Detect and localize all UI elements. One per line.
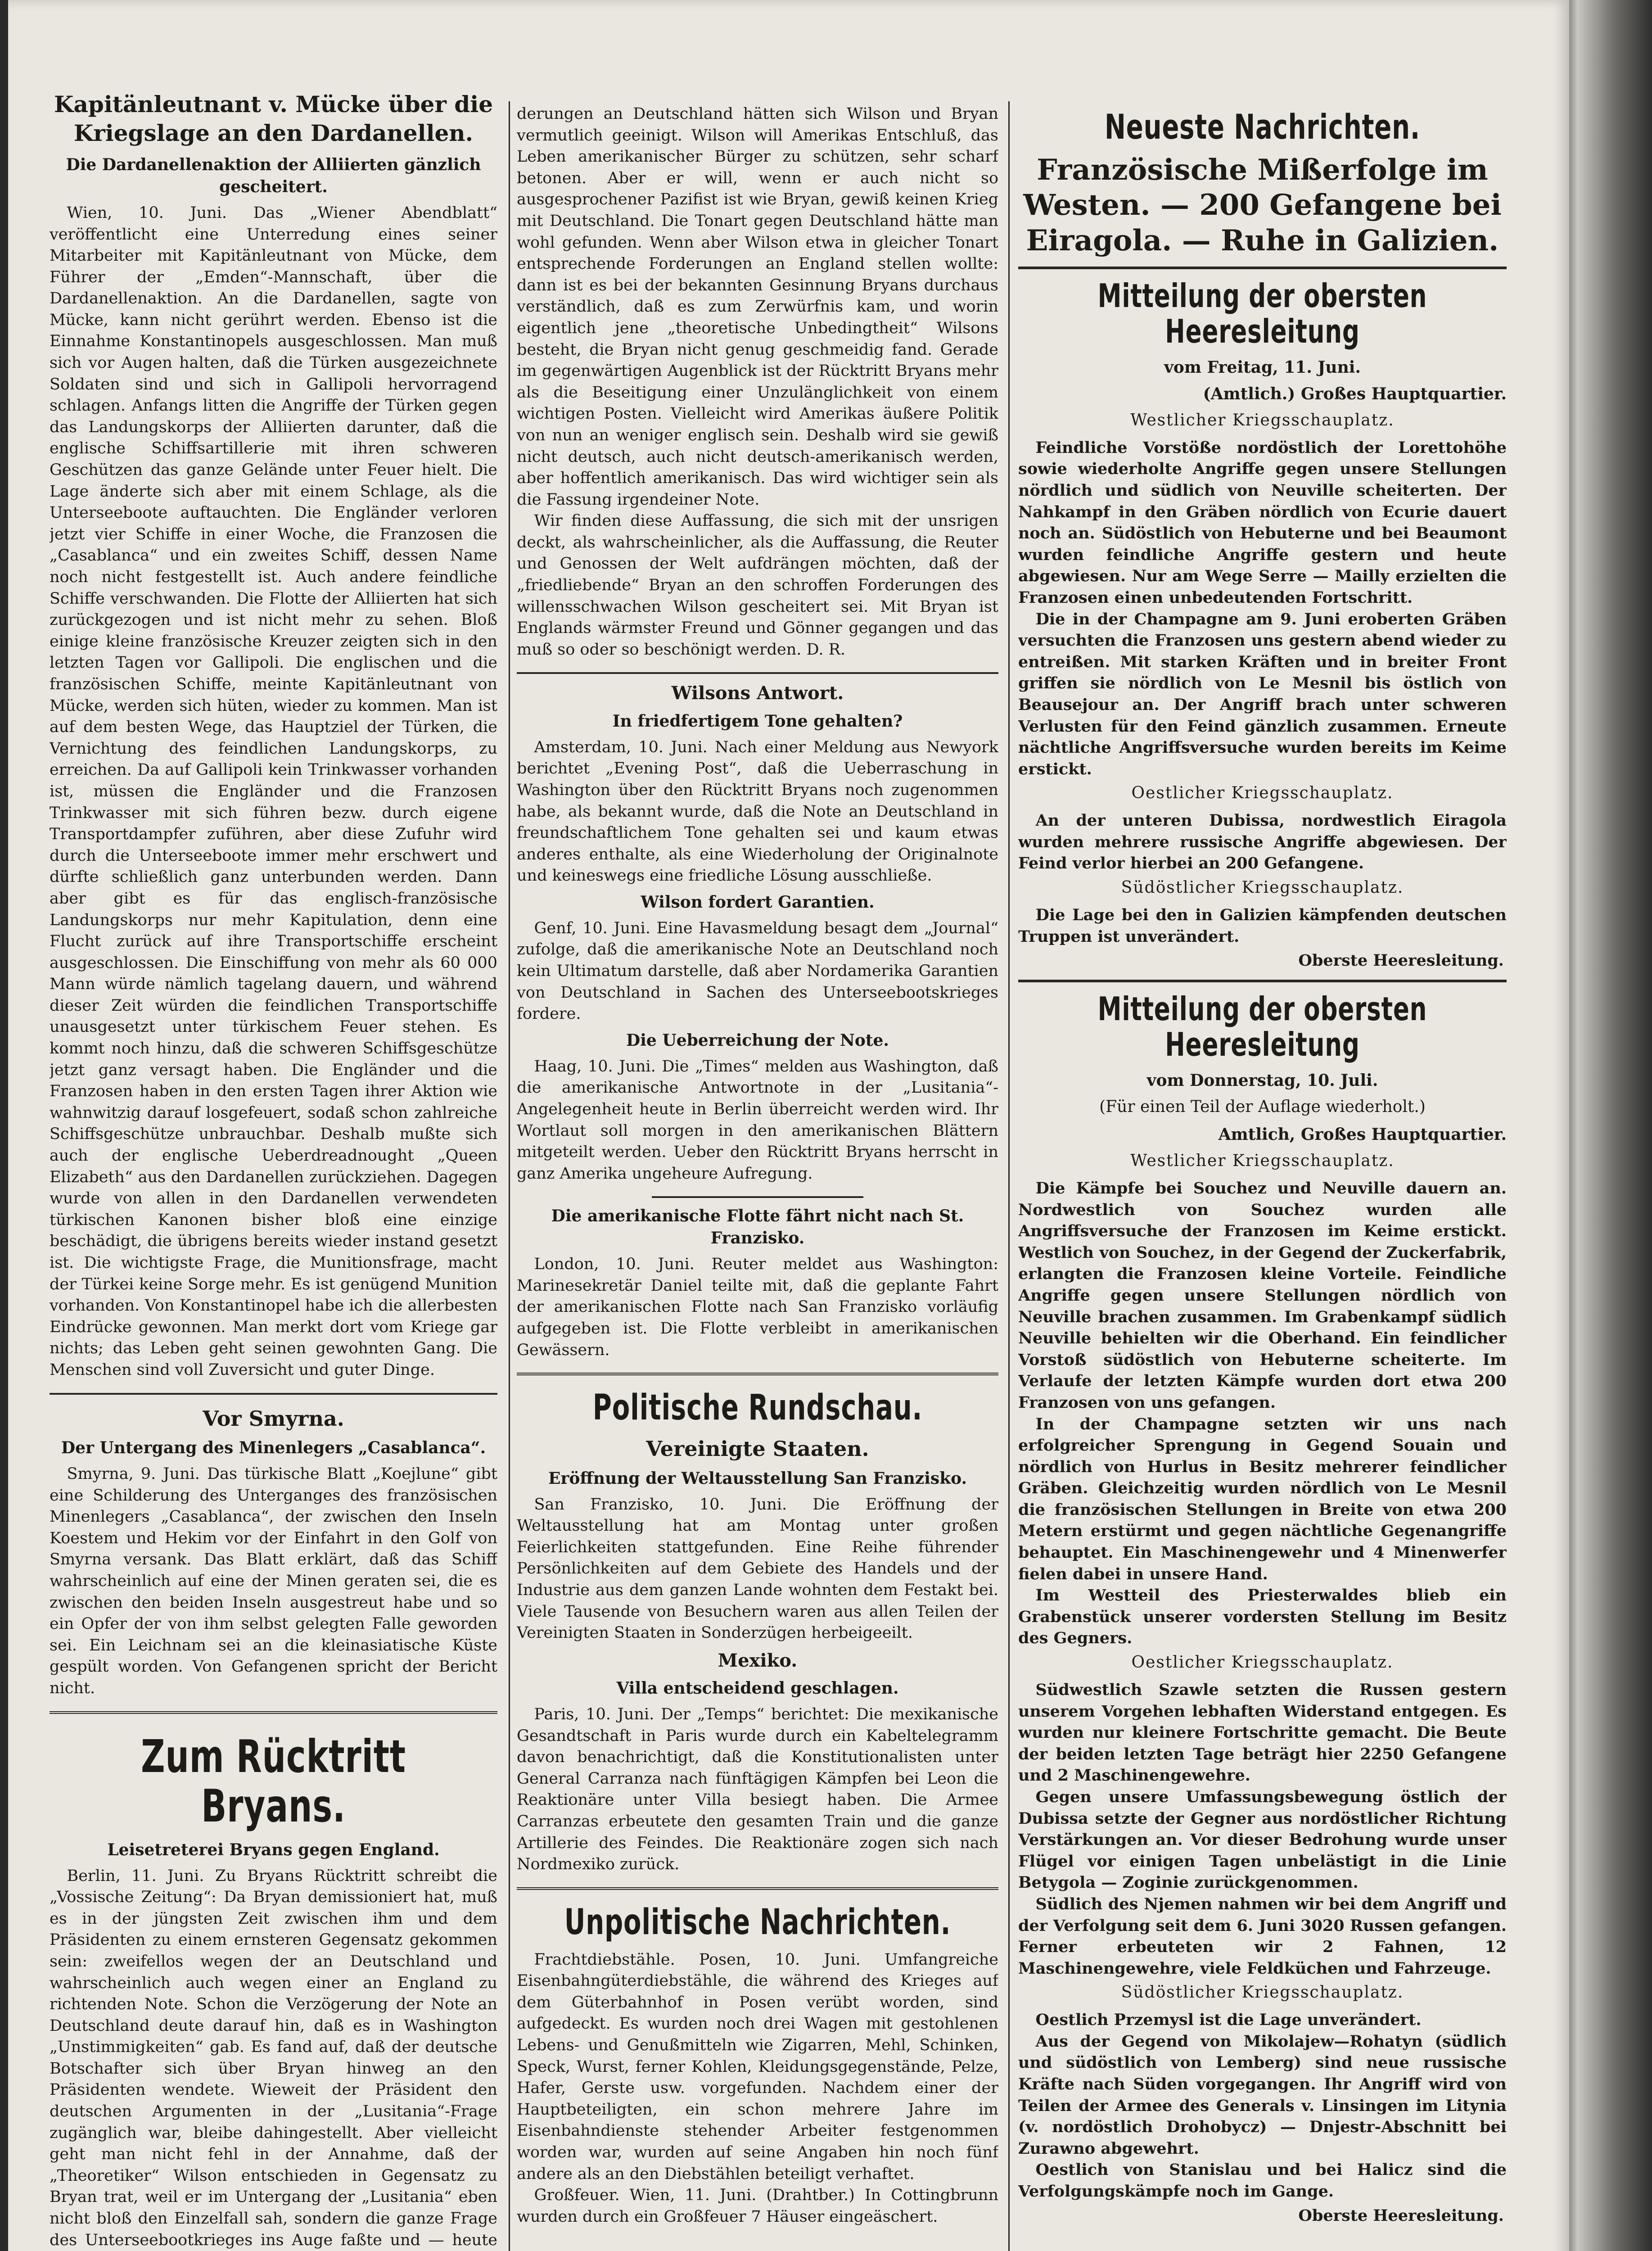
column-3	[1018, 104, 1507, 2251]
report-ost-2: Südwestlich Szawle setzten die Russen gestern unserem Vorgehen lebhaften Widerstand entgegen. Es wurden nur kleinere Fortschritte gemacht. Die Beute der beiden letzten Tage beträgt hier 2250 Gefangene und 2 Maschinengewehre.	[1018, 1681, 1507, 1785]
report-sued-1: Die Lage bei den in Galizien kämpfenden deutschen Truppen ist unverändert.	[1018, 906, 1507, 946]
mitteilung-2-note: (Für einen Teil der Auflage wiederholt.)	[1099, 1098, 1426, 1116]
heading-rundschau: Politische Rundschau.	[592, 1388, 923, 1428]
subheading-neueste: Französische Mißerfolge im Westen. — 200 Gefangene bei Eiragola. — Ruhe in Galizien.	[1023, 153, 1502, 258]
heading-unpolitische: Unpolitische Nachrichten.	[564, 1902, 951, 1943]
article-body-smyrna: Smyrna, 9. Juni. Das türkische Blatt „Koejlune“ gibt eine Schilderung des Unterganges des französischen Minenlegers „Casablanca“, der zwischen den Inseln Koestem und Hekim vor der Einfahrt in den Golf von Smyrna versank. Das Blatt erklärt, daß das Schiff wahrscheinlich auf eine der Minen geraten sei, die es zwischen den beiden Inseln ausgestreut habe und so ein Opfer der von ihm selbst gelegten Falle geworden sei. Ein Leichnam sei an die kleinasiatische Küste gespült worden. Von Gefangenen spricht der Bericht nicht.	[50, 1465, 497, 1697]
heading-flotte: Die amerikanische Flotte fährt nicht nach St. Franzisko.	[551, 1207, 964, 1248]
heading-bryan: Zum Rücktritt Bryans.	[141, 1730, 406, 1832]
suedoestlicher-kriegsschauplatz-1: Südöstlicher Kriegsschauplatz.	[1121, 878, 1404, 897]
subheading-weltausstellung: Eröffnung der Weltausstellung San Franzisko.	[548, 1469, 967, 1488]
heading-vereinigte-staaten: Vereinigte Staaten.	[646, 1437, 869, 1461]
article-body-frachtdiebstaehle: Frachtdiebstähle. Posen, 10. Juni. Umfangreiche Eisenbahngüterdiebstähle, die während des Krieges auf dem Güterbahnhof in Posen verübt worden, sind aufgedeckt. Es wurden noch drei Wagen mit gestohlenen Lebens- und Genußmitteln wie Zigarren, Mehl, Schinken, Speck, Wurst, ferner Kohlen, Kleidungsgegenstände, Pelze, Hafer, Gerste usw. vorgefunden. Nachdem einer der Hauptbeteiligten, ein schon mehrere Jahre im Eisenbahndienste stehender Arbeiter festgenommen worden war, wurden auf seine Angaben hin noch fünf andere als an den Diebstählen beteiligt verhaftet.	[517, 1950, 998, 2183]
section-divider	[652, 1196, 863, 1198]
section-divider	[1018, 267, 1507, 269]
oestlicher-kriegsschauplatz-1: Oestlicher Kriegsschauplatz.	[1131, 784, 1394, 803]
article-body-garantien: Genf, 10. Juni. Eine Havasmeldung besagt dem „Journal“ zufolge, daß die amerikanische Note an Deutschland noch kein Ultimatum darstelle, daß aber Nordamerika Garantien von Deutschland in Sachen des Unterseebootskrieges fordere.	[517, 919, 998, 1023]
article-title-muecke: Kapitänleutnant v. Mücke über die Kriegslage an den Dardanellen.	[54, 91, 493, 146]
article-body-grossfeuer: Großfeuer. Wien, 11. Juni. (Drahtber.) In Cottingbrunn wurden durch ein Großfeuer 7 Häuser eingeäschert.	[517, 2186, 998, 2226]
subheading-bryan: Leisetreterei Bryans gegen England.	[107, 1840, 440, 1859]
heading-wilson: Wilsons Antwort.	[671, 683, 844, 704]
section-divider	[517, 1887, 998, 1890]
heading-neueste: Neueste Nachrichten.	[1104, 107, 1421, 147]
heading-garantien: Wilson fordert Garantien.	[641, 892, 875, 912]
report-ost-2c: Südlich des Njemen nahmen wir bei dem Angriff und der Verfolgung seit dem 6. Juni 3020 Russen gefangen. Ferner erbeuteten wir 2 Fahnen, 12 Maschinengewehre, viele Feldküchen und Fahrzeuge.	[1018, 1894, 1507, 1978]
section-divider	[50, 1711, 497, 1714]
subheading-wilson: In friedfertigem Tone gehalten?	[612, 711, 903, 731]
heading-mexiko: Mexiko.	[718, 1650, 798, 1671]
heading-ueberreichung: Die Ueberreichung der Note.	[626, 1031, 889, 1050]
report-west-2b: In der Champagne setzten wir uns nach erfolgreicher Sprengung in Gegend Souain und nördlich von Hurlus in Besitz mehrerer feindlicher Gräben. Gleichzeitig wurden nördlich von Le Mesnil die französischen Stellungen in Breite von etwa 200 Metern erstürmt und gegen nächtliche Gegenangriffe behauptet. Ein Maschinengewehr und 4 Minenwerfer fielen dabei in unsere Hand.	[1018, 1415, 1507, 1583]
report-ost-1: An der unteren Dubissa, nordwestlich Eiragola wurden mehrere russische Angriffe abgewiesen. Der Feind verlor hierbei an 200 Gefangene.	[1018, 811, 1507, 873]
suedoestlicher-kriegsschauplatz-2: Südöstlicher Kriegsschauplatz.	[1121, 1983, 1404, 2002]
column-1	[50, 90, 497, 2251]
section-divider	[517, 1373, 998, 1375]
article-body-bryan: Berlin, 11. Juni. Zu Bryans Rücktritt schreibt die „Vossische Zeitung“: Da Bryan demissioniert hat, muß es in der jüngsten Zeit zwischen ihm und dem Präsidenten zu einem ernsteren Gegensatz gekommen sein: zweifellos wegen der an Deutschland und wahrscheinlich auch wegen einer an England zu richtenden Note. Schon die Verzögerung der Note an Deutschland deute darauf hin, daß es in Washington „Unstimmigkeiten“ gab. Es fand auf, daß der deutsche Botschafter sich über Bryan hinweg an den Präsidenten wendete. Wieweit der Präsident den deutschen Argumenten in der „Lusitania“-Frage zugänglich war, bleibe dahingestellt. Aber vielleicht geht man nicht fehl in der Annahme, daß der „Theoretiker“ Wilson entschieden in Gegensatz zu Bryan trat, weil er im Untergang der „Lusitania“ eben nicht bloß den Einzelfall sah, sondern die ganze Frage des Unterseebootkrieges ins Auge faßte und — heute	[50, 1867, 497, 2249]
article-body-weltausstellung: San Franzisko, 10. Juni. Die Eröffnung der Weltausstellung hat am Montag unter großen Feierlichkeiten stattgefunden. Eine Reihe führender Persönlichkeiten auf dem Gebiete des Handels und der Industrie aus dem ganzen Lande wohnten dem Festakt bei. Viele Tausende von Besuchern waren aus allen Teilen der Vereinigten Staaten in Sonderzügen herbeigeeilt.	[517, 1495, 998, 1642]
article-body-flotte: London, 10. Juni. Reuter meldet aus Washington: Marinesekretär Daniel teilte mit, daß die geplante Fahrt der amerikanischen Flotte nach San Franzisko vorläufig aufgegeben ist. Die Flotte verbleibt in amerikanischen Gewässern.	[517, 1255, 998, 1359]
report-west-1: Feindliche Vorstöße nordöstlich der Lorettohöhe sowie wiederholte Angriffe gegen unsere Stellungen nördlich und südlich von Neuville scheiterten. Der Nahkampf in den Gräben nördlich von Ecurie dauert noch an. Südöstlich von Hebuterne und bei Beaumont wurden feindliche Angriffe gestern und heute abgewiesen. Nur am Wege Serre — Mailly erzielten die Franzosen einen unbedeutenden Fortschritt.	[1018, 438, 1507, 607]
westlicher-kriegsschauplatz-1: Westlicher Kriegsschauplatz.	[1130, 411, 1395, 429]
mitteilung-1-date: vom Freitag, 11. Juni.	[1164, 357, 1361, 377]
section-divider	[1018, 980, 1507, 982]
article-body-bryan-cont: derungen an Deutschland hätten sich Wilson und Bryan vermutlich geeinigt. Wilson will Amerikas Entschluß, das Leben amerikanischer Bürger zu schützen, sehr scharf betonen. Aber er will, wenn er auch nicht so ausgesprochener Pazifist ist wie Bryan, gewiß keinen Krieg mit Deutschland. Die Tonart gegen Deutschland hätte man wohl gefunden. Wenn aber Wilson etwa in gleicher Tonart entsprechende Forderungen an England stellen wollte: dann ist es bei der bekannten Gesinnung Bryans durchaus verständlich, daß es zum Zerwürfnis kam, und worin eigentlich jene „theoretische Unbedingtheit“ Wilsons besteht, die Bryan nicht genug geschmeidig fand. Gerade im gegenwärtigen Augenblick ist der Rücktritt Bryans mehr als die Beseitigung einer Unzulänglichkeit von einem wichtigen Posten. Vielleicht wird Amerikas äußere Politik von nun an weniger englisch sein. Deshalb wird sie gewiß nicht deutsch, auch nicht deutsch-amerikanisch werden, aber hoffentlich amerikanisch. Das wird wichtiger sein als die Fassung irgendeiner Note.	[517, 105, 998, 509]
column-rule-1	[509, 101, 510, 2251]
heading-smyrna: Vor Smyrna.	[203, 1406, 344, 1431]
article-subtitle-muecke: Die Dardanellenaktion der Alliierten gänzlich gescheitert.	[66, 155, 481, 196]
mitteilung-1-place: (Amtlich.) Großes Hauptquartier.	[1203, 384, 1507, 403]
section-divider	[50, 1393, 497, 1395]
heading-mitteilung-2: Mitteilung der obersten Heeresleitung	[1097, 990, 1427, 1063]
section-divider	[517, 672, 998, 674]
article-body-mexiko: Paris, 10. Juni. Der „Temps“ berichtet: Die mexikanische Gesandtschaft in Paris wurde durch ein Kabeltelegramm davon benachrichtigt, daß die Konstitutionalisten unter General Carranza nach fünftägigen Kämpfen bei Leon die Reaktionäre unter Villa besiegt haben. Die Armee Carranzas erbeutete den gesamten Train und die ganze Artillerie des Feindes. Die Reaktionäre zogen sich nach Nordmexiko zurück.	[517, 1705, 998, 1874]
heading-mitteilung-1: Mitteilung der obersten Heeresleitung	[1097, 276, 1427, 350]
report-sued-2: Oestlich Przemysl ist die Lage unverändert.	[1035, 2011, 1422, 2030]
mitteilung-2-date: vom Donnerstag, 10. Juli.	[1146, 1071, 1378, 1090]
report-west-1b: Die in der Champagne am 9. Juni eroberten Gräben versuchten die Franzosen uns gestern abend wieder zu entreißen. Mit starken Kräften und in breiter Front griffen sie nördlich von Le Mesnil bis östlich von Beausejour an. Der Angriff brach unter schweren Verlusten für den Feind gänzlich zusammen. Erneute nächtliche Angriffsversuche wurden bereits im Keime erstickt.	[1018, 610, 1507, 778]
signature-2: Oberste Heeresleitung.	[1298, 2206, 1504, 2225]
mitteilung-2-place: Amtlich, Großes Hauptquartier.	[1218, 1125, 1507, 1144]
report-west-2: Die Kämpfe bei Souchez und Neuville dauern an. Nordwestlich von Souchez wurden alle Angriffsversuche der Franzosen im Keime erstickt. Westlich von Souchez, in der Gegend der Zuckerfabrik, erlangten die Franzosen kleine Vorteile. Feindliche Angriffe gegen unsere Stellungen nördlich von Neuville brachen zusammen. Im Grabenkampf südlich Neuville behielten wir die Oberhand. Ein feindlicher Vorstoß südöstlich von Hebuterne scheiterte. Im Verlaufe der letzten Kämpfe wurden dort etwa 200 Franzosen von uns gefangen.	[1018, 1179, 1507, 1412]
report-sued-2c: Oestlich von Stanislau und bei Halicz sind die Verfolgungskämpfe noch im Gange.	[1018, 2161, 1507, 2201]
westlicher-kriegsschauplatz-2: Westlicher Kriegsschauplatz.	[1130, 1152, 1395, 1171]
article-body-bryan-comment: Wir finden diese Auffassung, die sich mit der unsrigen deckt, als wahrscheinlicher, als die Auffassung, die Reuter und Genossen der Welt aufdrängen möchten, daß der „friedliebende“ Bryan an den schroffen Forderungen des willensschwachen Wilson gescheitert sei. Mit Bryan ist Englands wärmster Freund und Gönner gegangen und das muß so oder so beschönigt werden. D. R.	[517, 512, 998, 659]
column-2	[517, 104, 998, 2251]
article-body-muecke: Wien, 10. Juni. Das „Wiener Abendblatt“ veröffentlicht eine Unterredung eines seiner Mitarbeiter mit Kapitänleutnant von Mücke, dem Führer der „Emden“-Mannschaft, über die Dardanellenaktion. An die Dardanellen, sagte von Mücke, kann nicht gerührt werden. Ebenso ist die Einnahme Konstantinopels ausgeschlossen. Man muß sich vor Augen halten, daß die Türken ausgezeichnete Soldaten sind und sich in Gallipoli hervorragend schlagen. Anfangs litten die Angriffe der Türken gegen das Landungskorps der Alliierten darunter, daß die englische Schiffsartillerie mit ihren schweren Geschützen das ganze Gelände unter Feuer hielt. Die Lage änderte sich aber mit einem Schlage, als die Unterseeboote auftauchten. Die Engländer verloren jetzt vier Schiffe in einer Woche, die Franzosen die „Casablanca“ und ein zweites Schiff, dessen Name noch nicht festgestellt ist. Auch andere feindliche Schiffe verschwanden. Die Flotte der Alliierten hat sich zurückgezogen und ist nicht mehr zu sehen. Bloß einige kleine französische Kreuzer zeigten sich in den letzten Tagen vor Gallipoli. Die englischen und die französischen Schiffe, meinte Kapitänleutnant von Mücke, werden sich hüten, wieder zu kommen. Man ist auf dem besten Wege, das Hauptziel der Türken, die Vernichtung des feindlichen Landungskorps, zu erreichen. Da auf Gallipoli kein Trinkwasser vorhanden ist, müssen die Engländer und die Franzosen Trinkwasser mit sich führen bezw. durch eigene Transportdampfer zuführen, aber diese Zufuhr wird durch die Unterseeboote immer mehr erschwert und dürfte schließlich ganz unterbunden werden. Dann aber gibt es für das englisch-französische Landungskorps nur mehr Kapitulation, denn eine Flucht zurück auf ihre Transportschiffe erscheint ausgeschlossen. Die Einschiffung von mehr als 60 000 Mann würde nämlich tagelang dauern, und während dieser Zeit würden die feindlichen Transportschiffe unausgesetzt unter türkischem Feuer stehen. Es kommt noch hinzu, daß die schweren Schiffsgeschütze jetzt ganz versagt haben. Die Engländer und die Franzosen haben in den ersten Tagen ihrer Aktion wie wahnwitzig darauf losgefeuert, sodaß schon zahlreiche Schiffsgeschütze unbrauchbar. Deshalb mußte sich auch der englische Ueberdreadnought „Queen Elizabeth“ aus den Dardanellen zurückziehen. Dagegen wurde von allen in den Dardanellen verwendeten türkischen Kanonen bisher bloß eine einzige beschädigt, die übrigens bereits wieder instand gesetzt ist. Die wichtigste Frage, die Munitionsfrage, macht der Türkei keine Sorge mehr. Es ist genügend Munition vorhanden. Von Konstantinopel habe ich die allerbesten Eindrücke gewonnen. Man merkt dort vom Kriege gar nichts; das Leben geht seinen gewohnten Gang. Die Menschen sind voll Zuversicht und guter Dinge.	[50, 203, 497, 1379]
oestlicher-kriegsschauplatz-2: Oestlicher Kriegsschauplatz.	[1131, 1653, 1394, 1672]
article-body-wilson: Amsterdam, 10. Juni. Nach einer Meldung aus Newyork berichtet „Evening Post“, daß die Ueberraschung in Washington über den Rücktritt Bryans noch zugenommen habe, als bekannt wurde, daß die Note an Deutschland in freundschaftlichem Tone gehalten sei und kaum etwas anderes enthalte, als eine Wiederholung der Originalnote und keineswegs eine friedliche Lösung ausschließe.	[517, 738, 998, 885]
book-spine	[0, 0, 8, 2251]
report-west-2c: Im Westteil des Priesterwaldes blieb ein Grabenstück unserer vordersten Stellung im Besitz des Gegners.	[1018, 1586, 1507, 1648]
report-sued-2b: Aus der Gegend von Mikolajew—Rohatyn (südlich und südöstlich von Lemberg) sind neue russische Kräfte nach Süden vorgegangen. Ihr Angriff wird von Teilen der Armee des Generals v. Linsingen im Litynia (v. nordöstlich Drohobycz) — Dnjestr-Abschnitt bei Zurawno abgewehrt.	[1018, 2032, 1507, 2158]
report-ost-2b: Gegen unsere Umfassungsbewegung östlich der Dubissa setzte der Gegner aus nordöstlicher Richtung Verstärkungen an. Vor dieser Bedrohung wurde unser Flügel vor einigen Tagen unbelästigt in die Linie Betygola — Zoginie zurückgenommen.	[1018, 1787, 1507, 1892]
subheading-smyrna: Der Untergang des Minenlegers „Casablanca“.	[61, 1438, 486, 1458]
column-rule-2	[1008, 101, 1010, 2251]
page-edge	[1569, 0, 1652, 2251]
subheading-villa: Villa entscheidend geschlagen.	[616, 1679, 899, 1698]
article-body-ueberreichung: Haag, 10. Juni. Die „Times“ melden aus Washington, daß die amerikanische Antwortnote in der „Lusitania“-Angelegenheit heute in Berlin überreicht werden wird. Ihr Wortlaut soll morgen in den amerikanischen Blättern mitgeteilt werden. Ueber den Rücktritt Bryans herrscht in ganz Amerika ungeheure Aufregung.	[517, 1057, 998, 1183]
signature-1: Oberste Heeresleitung.	[1298, 951, 1504, 970]
